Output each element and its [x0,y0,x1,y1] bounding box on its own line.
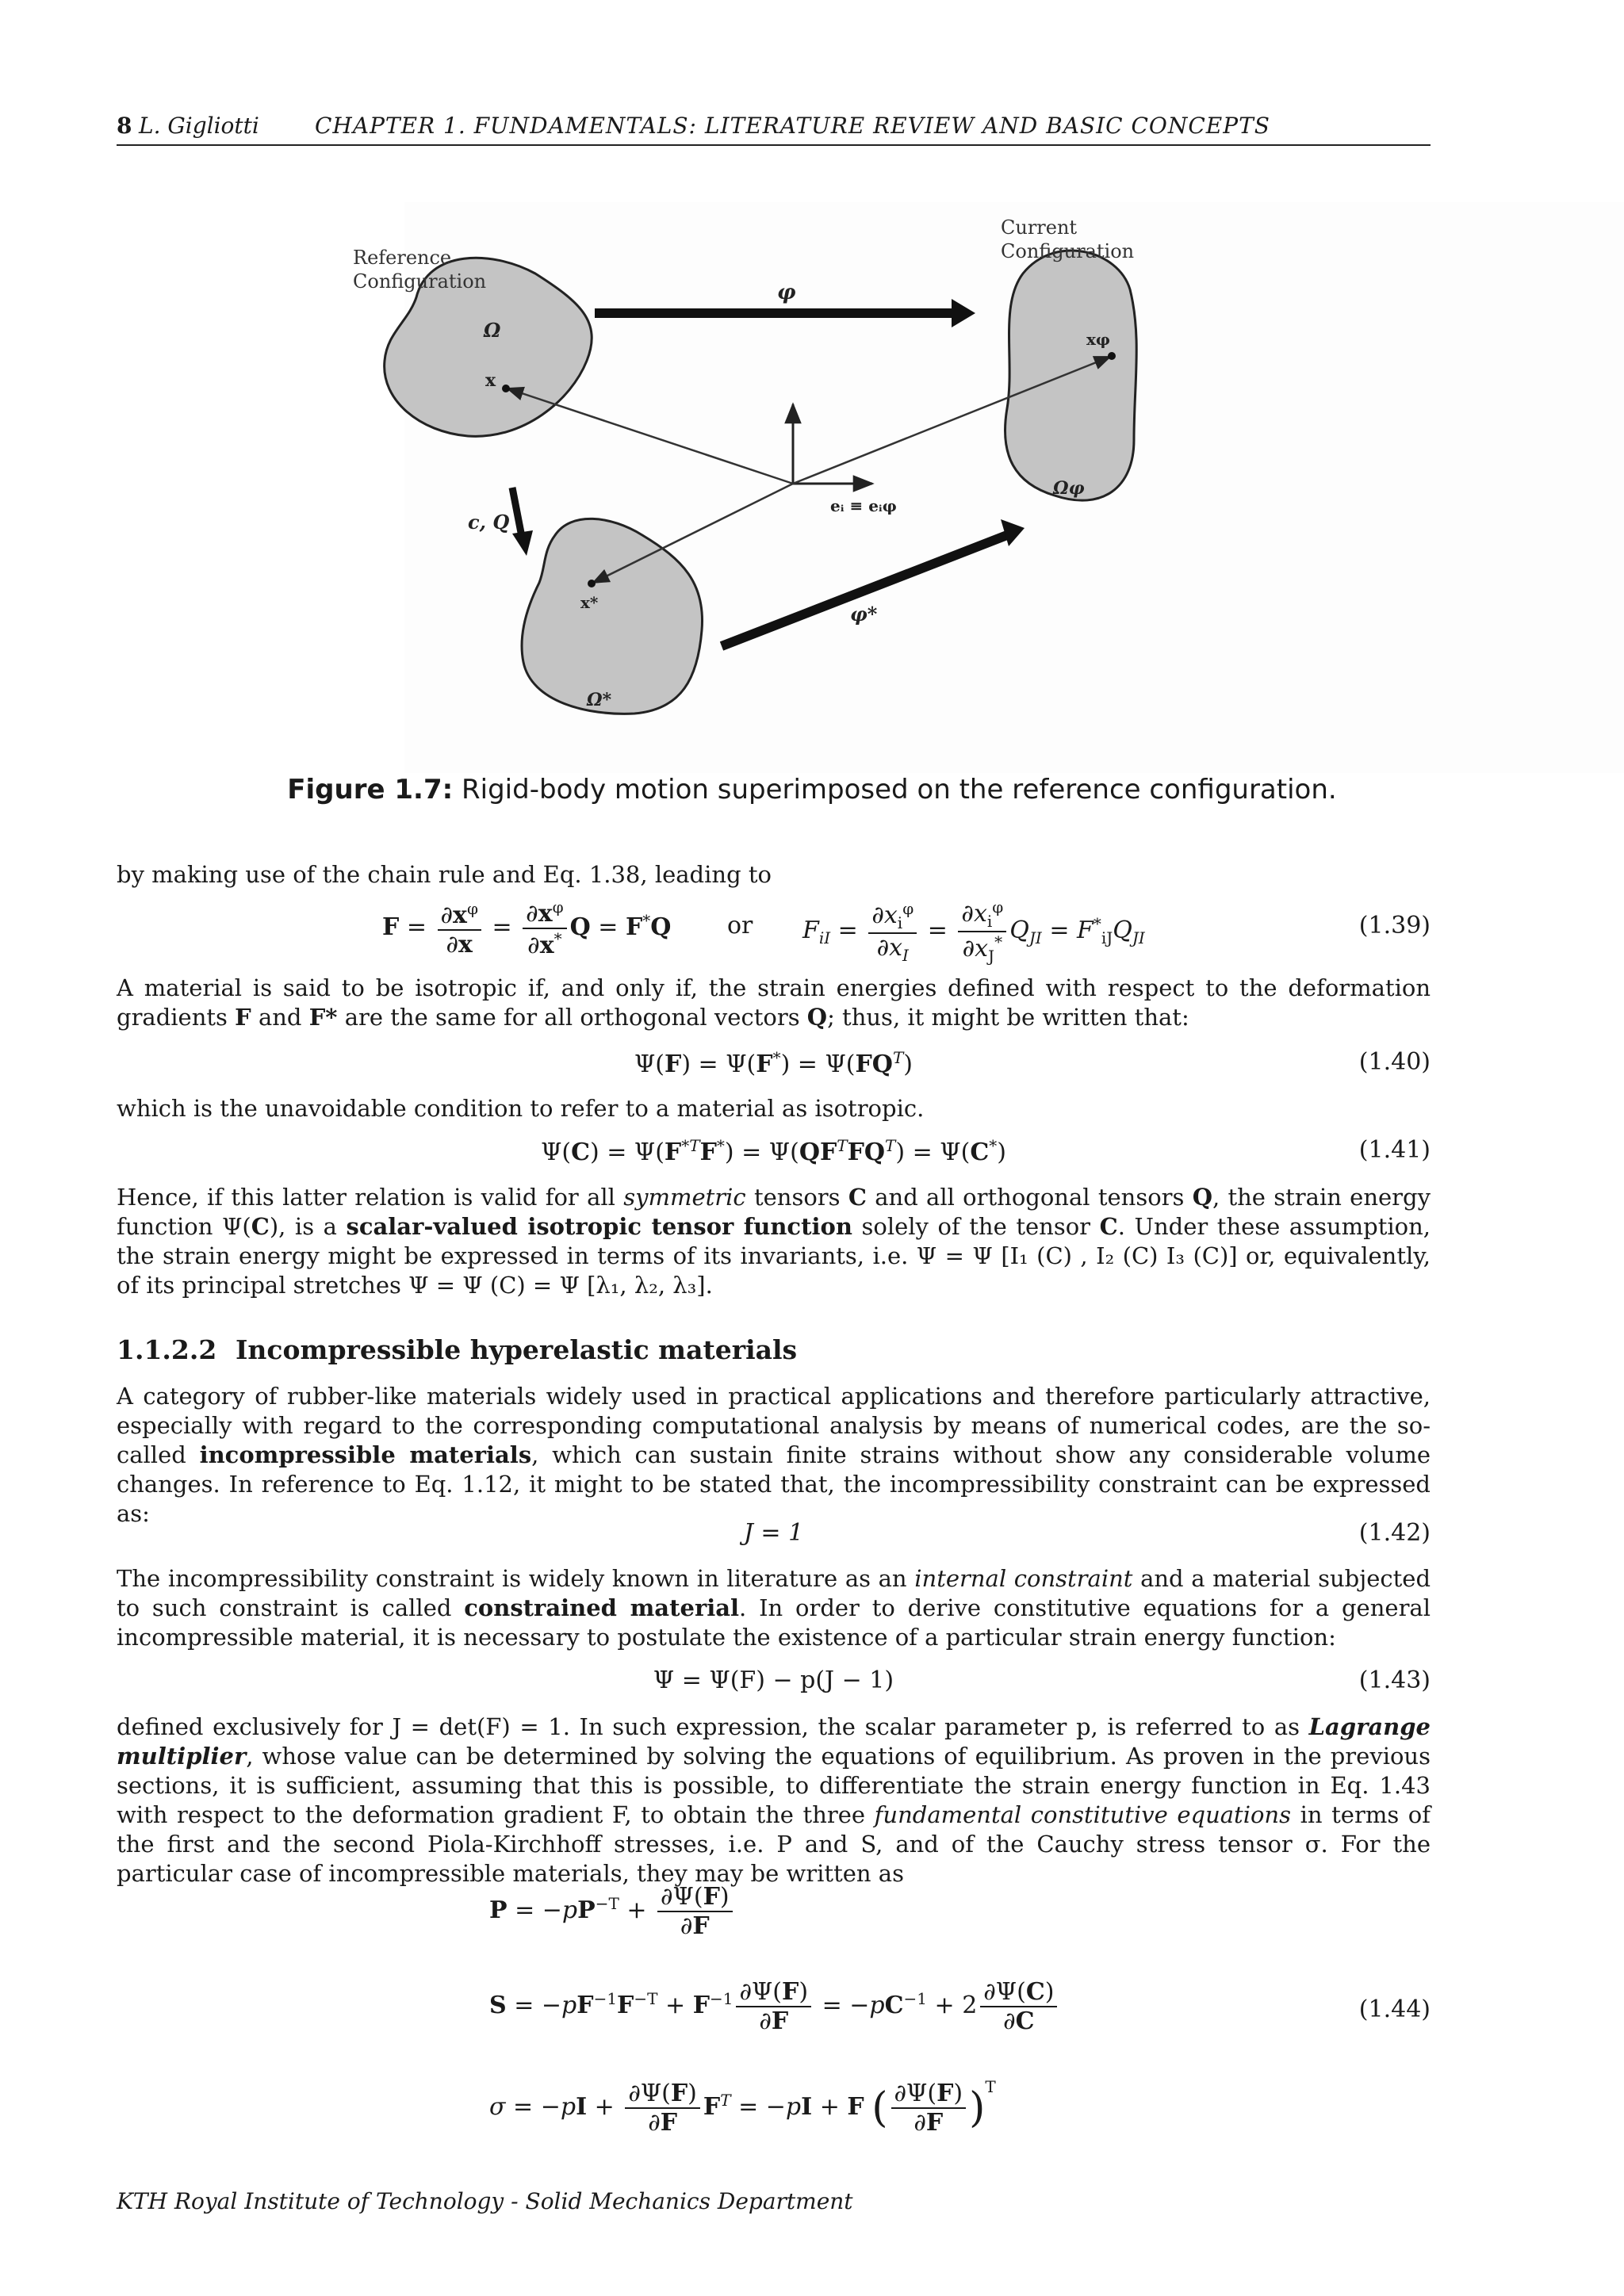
figure-rigid-body-motion [341,202,1624,773]
label-reference-1: Reference [353,247,452,269]
label-reference-2: Configuration [353,270,487,293]
label-omega: Ω [484,319,501,342]
paragraph-invariants: Hence, if this latter relation is valid for all symmetric tensors C and all orthogonal tensors Q, the strain energy function Ψ(C), is a scalar-valued isotropic tensor function solely of the tensor C. Under these assumption, the strain energy might be expressed in terms of its invariants, i.e. Ψ = Ψ [I₁ (C) , I₂ (C) I₃ (C)] or, equivalently, of its principal stretches Ψ = Ψ (C) = Ψ [λ₁, λ₂, λ₃]. [117,1184,1431,1299]
equation-1-41: $\Psi(C) = \Psi(F^{*T}F^*) = \Psi(QF^TFQ^T) = \Psi(C^*)$ (1.41) [541,1136,1431,1166]
label-c-q: c, Q [468,511,510,534]
equation-number: (1.41) [1358,1136,1431,1164]
paragraph-isotropy-definition: A material is said to be isotropic if, and only if, the strain energies defined with respect to the deformation gradients F and F* are the same for all orthogonal vectors Q; thus, it might be written that: [117,974,1431,1031]
author-name: L. Gigliotti [139,113,259,139]
equation-1-43: Ψ = Ψ(F) − p(J − 1) (1.43) [653,1667,1431,1694]
subsection-title: Incompressible hyperelastic materials [236,1334,798,1365]
paragraph-chain-rule: by making use of the chain rule and Eq. 1.38, leading to [117,861,772,888]
equation-1-44-s: $S = -pF^{-1}F^{-T} + F^{-1}$ $\frac{\partial\Psi(F)}{\partial F}$ = $-pC^{-1} + 2$ $\frac{\partial\Psi(C)}{\partial C}$ [489,1978,1060,2035]
label-current-2: Configuration [1001,240,1135,262]
equation-number: (1.43) [1358,1667,1431,1694]
label-x-star: x* [580,593,599,612]
page-number: 8 [117,113,132,139]
subsection-number: 1.1.2.2 [117,1334,217,1365]
chapter-title: CHAPTER 1. FUNDAMENTALS: LITERATURE REVIEW AND BASIC CONCEPTS [315,113,1270,139]
label-omega-phi: Ωφ [1053,478,1085,499]
figure-caption [0,774,1624,806]
equation-number: (1.44) [1358,1996,1431,2023]
equation-1-44 [117,1883,1431,2145]
paragraph-incompressible: A category of rubber-like materials widely used in practical applications and therefore particularly attractive, especially with regard to the corresponding computational analysis by means of numerical codes, are the so-called incompressible materials, which can sustain finite strains without show any considerable volume changes. In reference to Eq. 1.12, it might to be stated that, the incompressibility constraint can be expressed as: [117,1383,1431,1527]
equation-number: (1.40) [1358,1048,1431,1076]
paragraph-isotropy-condition: which is the unavoidable condition to refer to a material as isotropic. [117,1095,925,1122]
equation-1-40: $\Psi(F) = \Psi(F^*) = \Psi(FQ^T)$ (1.40) [634,1048,1431,1078]
equation-1-44-sigma: σ = −pI + $\frac{\partial\Psi(F)}{\partial F}$ $F^T = -pI + F$ ( $\frac{\partial\Psi(F)}{\partial F}$ )$^T$ [489,2077,996,2137]
figure-caption-text: Rigid-body motion superimposed on the reference configuration. [462,774,1337,806]
equation-1-44-p: $P = -pP^{-T}$ + $\frac{\partial\Psi(F)}{\partial F}$ [489,1883,736,1940]
figure-label: Figure 1.7: [287,774,454,806]
label-omega-star: Ω* [587,690,612,710]
label-current-1: Current [1001,216,1078,239]
label-phi: φ [777,281,796,304]
label-x: x [485,370,496,391]
equation-number: (1.39) [1358,912,1431,939]
equation-1-39: F = $\frac{\partial x^\varphi}{\partial x}$ = $\frac{\partial x^\varphi}{\partial x^*}$ Q = F*Q or $F_{iI}$ = $\frac{\partial x_i^\varphi}{\partial x_I}$ = $\frac{\partial x_i^\varphi}{\partial x_J^*}$ $Q_{JI} = F^*_{iJ}Q_{JI}$ (1.39) [382,897,1431,966]
label-basis: eᵢ ≡ eᵢφ [830,496,897,515]
equation-number: (1.42) [1358,1519,1431,1547]
equation-1-42: J = 1 (1.42) [743,1519,1431,1547]
running-head [117,109,1431,146]
label-phi-star: φ* [850,603,878,626]
paragraph-internal-constraint: The incompressibility constraint is widely known in literature as an internal constraint and a material subjected to such constraint is called constrained material. In order to derive constitutive equations for a general incompressible material, it is necessary to postulate the existence of a particular strain energy function: [117,1565,1431,1651]
label-x-phi: xφ [1086,330,1111,349]
equation-or: or [727,912,753,939]
paragraph-lagrange: defined exclusively for J = det(F) = 1. In such expression, the scalar parameter p, is referred to as Lagrange multiplier, whose value can be determined by solving the equations of equilibrium. As proven in the previous sections, it is sufficient, assuming that this is possible, to differentiate the strain energy function in Eq. 1.43 with respect to the deformation gradient F, to obtain the three fundamental constitutive equations in terms of the first and the second Piola-Kirchhoff stresses, i.e. P and S, and of the Cauchy stress tensor σ. For the particular case of incompressible materials, they may be written as [117,1713,1431,1887]
page-footer: KTH Royal Institute of Technology - Solid Mechanics Department [117,2188,853,2214]
current-body-shape [1005,251,1137,500]
subsection-heading [117,1334,797,1365]
